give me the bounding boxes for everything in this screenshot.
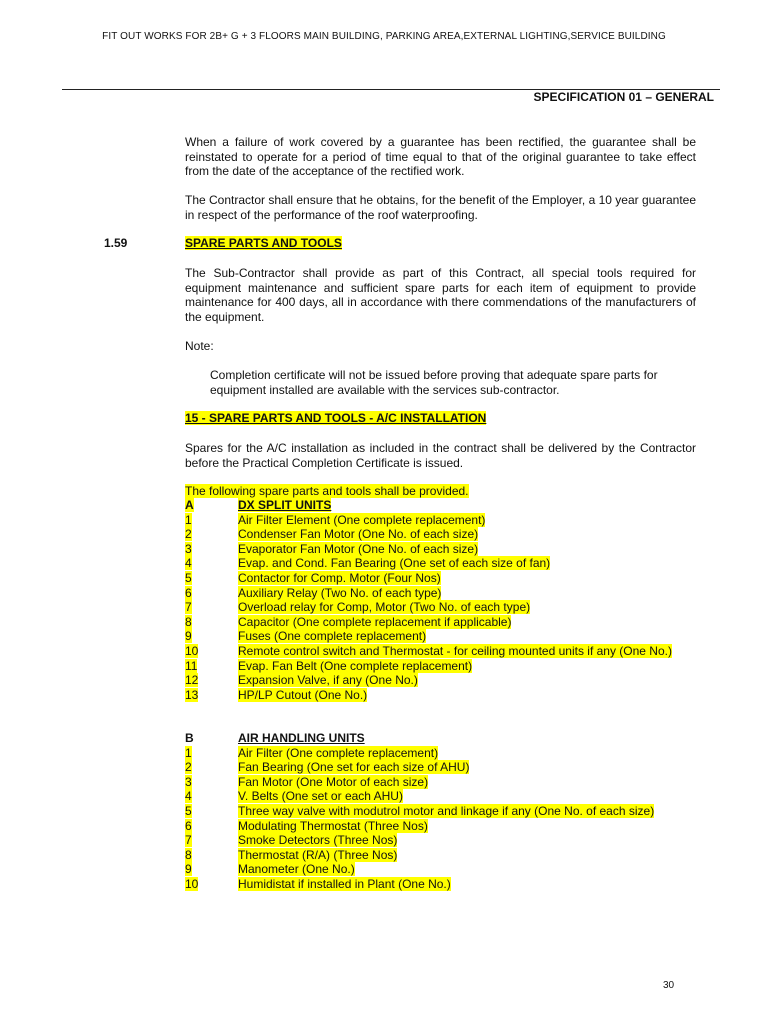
list-item — [185, 789, 696, 804]
item-number: 10 — [185, 876, 199, 891]
item-text: Thermostat (R/A) (Three Nos) — [238, 847, 398, 862]
item-text: Fan Motor (One Motor of each size) — [238, 774, 429, 789]
subsection-title — [185, 411, 486, 425]
item-number: 8 — [185, 614, 192, 629]
list-item — [185, 586, 696, 601]
item-text: Evaporator Fan Motor (One No. of each size) — [238, 541, 479, 556]
item-text: Evap. Fan Belt (One complete replacement) — [238, 658, 473, 673]
group-title: AIR HANDLING UNITS — [238, 731, 365, 745]
list-item — [185, 688, 696, 703]
item-number: 9 — [185, 862, 192, 877]
item-text: Condenser Fan Motor (One No. of each size) — [238, 527, 479, 542]
item-text: Evap. and Cond. Fan Bearing (One set of each size of fan) — [238, 556, 551, 571]
item-text: V. Belts (One set or each AHU) — [238, 789, 403, 804]
group-title: DX SPLIT UNITS — [238, 498, 332, 512]
note-body: Completion certificate will not be issued before proving that adequate spare parts for equipment installed are available with the services sub-contractor. — [210, 368, 658, 397]
group-heading — [185, 731, 696, 746]
list-item — [185, 659, 696, 674]
item-number: 6 — [185, 818, 192, 833]
page-number: 30 — [663, 980, 675, 991]
item-text: Remote control switch and Thermostat - for ceiling mounted units if any (One No.) — [238, 643, 672, 658]
list-item — [185, 804, 696, 819]
list-item — [185, 848, 696, 863]
item-text: Fuses (One complete replacement) — [238, 629, 427, 644]
item-number: 3 — [185, 774, 192, 789]
subsection-title-text: 15 - SPARE PARTS AND TOOLS - A/C INSTALLATION — [185, 411, 487, 425]
item-number: 9 — [185, 629, 192, 644]
section-number: 1.59 — [104, 236, 128, 250]
list-item — [185, 513, 696, 528]
item-text: Air Filter Element (One complete replacement) — [238, 512, 486, 527]
item-number: 7 — [185, 600, 192, 615]
item-number: 10 — [185, 643, 199, 658]
paragraph-guarantee-reinstate: When a failure of work covered by a guarantee has been rectified, the guarantee shall be reinstated to operate for a period of time equal to that of the original guarantee to take effect from the date of the acceptance of the rectified work. — [185, 135, 696, 179]
subsection-body: Spares for the A/C installation as included in the contract shall be delivered by the Contractor before the Practical Completion Certificate is issued. — [185, 441, 696, 470]
item-number: 3 — [185, 541, 192, 556]
spare-parts-intro — [185, 484, 469, 498]
item-number: 1 — [185, 512, 192, 527]
item-text: Expansion Valve, if any (One No.) — [238, 673, 418, 688]
list-item — [185, 833, 696, 848]
list-item — [185, 527, 696, 542]
item-list — [185, 746, 696, 892]
list-item — [185, 629, 696, 644]
group-code: B — [185, 731, 194, 745]
item-text: Three way valve with modutrol motor and linkage if any (One No. of each size) — [238, 803, 655, 818]
list-item — [185, 600, 696, 615]
item-number: 8 — [185, 847, 192, 862]
item-text: Humidistat if installed in Plant (One No.) — [238, 876, 451, 891]
item-text: Modulating Thermostat (Three Nos) — [238, 818, 428, 833]
item-text: Contactor for Comp. Motor (Four Nos) — [238, 570, 441, 585]
item-text: HP/LP Cutout (One No.) — [238, 687, 368, 702]
note-label: Note: — [185, 339, 214, 353]
spare-parts-intro-text: The following spare parts and tools shall be provided. — [185, 484, 469, 498]
list-item — [185, 673, 696, 688]
item-number: 1 — [185, 745, 192, 760]
list-item — [185, 571, 696, 586]
section-body: The Sub-Contractor shall provide as part of this Contract, all special tools required for equipment maintenance and sufficient spare parts for each item of equipment to provide maintenance for 400 days, all in accordance with there commendations of the manufacturers of the equipment. — [185, 266, 696, 324]
item-number: 2 — [185, 527, 192, 542]
group-air-handling-units — [185, 731, 696, 892]
item-text: Overload relay for Comp, Motor (Two No. of each type) — [238, 600, 531, 615]
item-list — [185, 513, 696, 703]
group-dx-split-units — [185, 498, 696, 702]
spec-title: SPECIFICATION 01 – GENERAL — [533, 90, 714, 104]
item-number: 4 — [185, 556, 192, 571]
list-item — [185, 615, 696, 630]
item-number: 4 — [185, 789, 192, 804]
item-number: 5 — [185, 570, 192, 585]
item-number: 12 — [185, 673, 199, 688]
item-text: Capacitor (One complete replacement if applicable) — [238, 614, 512, 629]
list-item — [185, 644, 696, 659]
list-item — [185, 862, 696, 877]
list-item — [185, 877, 696, 892]
paragraph-roof-guarantee: The Contractor shall ensure that he obtains, for the benefit of the Employer, a 10 year guarantee in respect of the performance of the roof waterproofing. — [185, 193, 696, 222]
list-item — [185, 556, 696, 571]
item-text: Auxiliary Relay (Two No. of each type) — [238, 585, 442, 600]
list-item — [185, 542, 696, 557]
item-number: 2 — [185, 760, 192, 775]
item-number: 5 — [185, 803, 192, 818]
item-number: 13 — [185, 687, 199, 702]
list-item — [185, 746, 696, 761]
section-title — [185, 236, 342, 250]
group-code: A — [185, 498, 194, 512]
list-item — [185, 819, 696, 834]
item-text: Smoke Detectors (Three Nos) — [238, 833, 398, 848]
item-number: 11 — [185, 658, 198, 673]
item-text: Manometer (One No.) — [238, 862, 355, 877]
list-item — [185, 760, 696, 775]
page-header: FIT OUT WORKS FOR 2B+ G + 3 FLOORS MAIN BUILDING, PARKING AREA,EXTERNAL LIGHTING,SERVICE BUILDING — [102, 31, 666, 42]
item-number: 6 — [185, 585, 192, 600]
item-text: Air Filter (One complete replacement) — [238, 745, 439, 760]
list-item — [185, 775, 696, 790]
section-title-text: SPARE PARTS AND TOOLS — [185, 236, 342, 250]
item-number: 7 — [185, 833, 192, 848]
group-heading — [185, 498, 696, 513]
item-text: Fan Bearing (One set for each size of AHU) — [238, 760, 470, 775]
